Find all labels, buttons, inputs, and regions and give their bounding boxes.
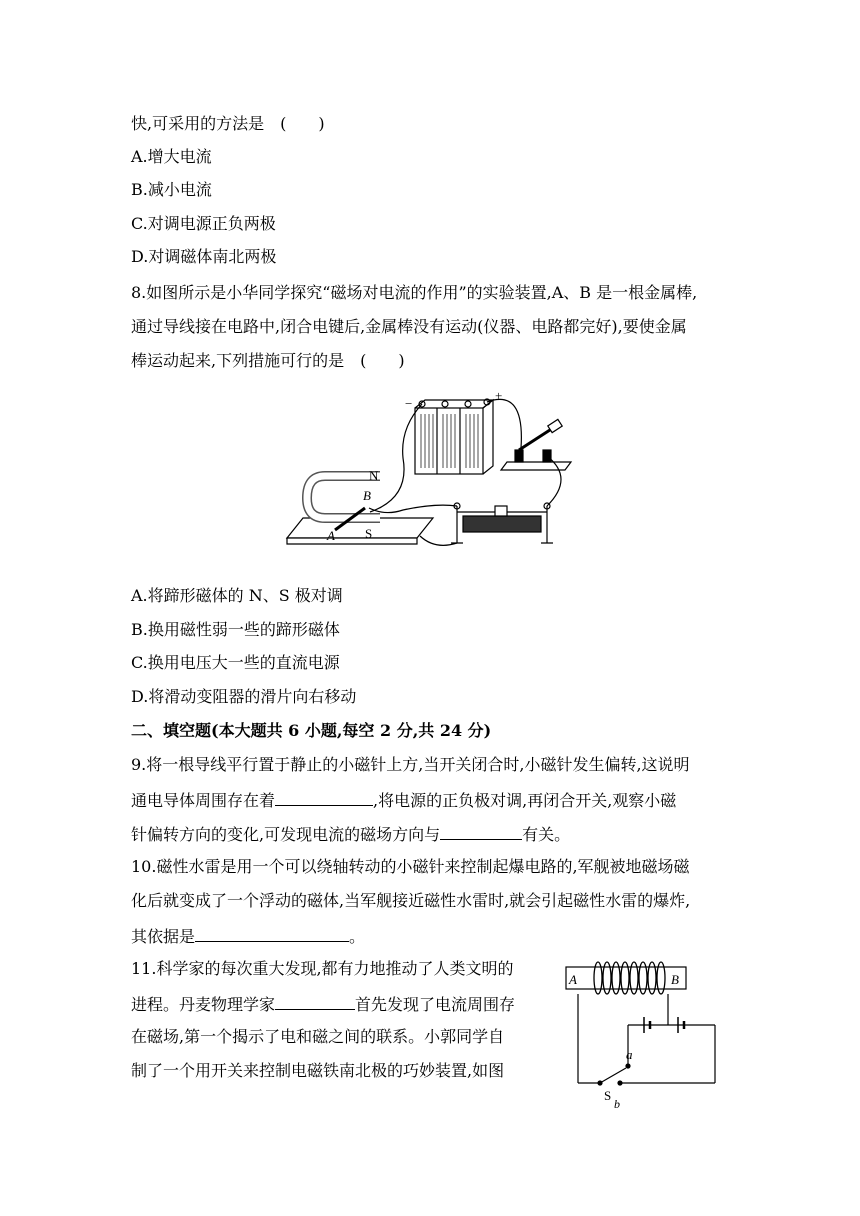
- switch-icon: [501, 419, 571, 470]
- q8-stem-line-2: 通过导线接在电路中,闭合电键后,金属棒没有运动(仪器、电路都完好),要使金属: [131, 317, 687, 336]
- q9-blank-2[interactable]: [440, 823, 522, 840]
- q11-line-2-text-a: 进程。丹麦物理学家: [131, 995, 276, 1014]
- q9-line-3-text-b: 有关。: [522, 825, 571, 844]
- battery-minus-label: −: [405, 396, 413, 411]
- q10-line-1: 10.磁性水雷是用一个可以绕轴转动的小磁针来控制起爆电路的,军舰被地磁场磁: [131, 857, 690, 876]
- section-heading: 二、填空题(本大题共 6 小题,每空 2 分,共 24 分): [131, 721, 492, 740]
- q10-line-2: 化后就变成了一个浮动的磁体,当军舰接近磁性水雷时,就会引起磁性水雷的爆炸,: [131, 891, 691, 910]
- rod-a-label: A: [327, 528, 335, 543]
- q7-option-a: A.增大电流: [131, 147, 212, 166]
- q7-option-c: C.对调电源正负两极: [131, 214, 276, 233]
- q7-continuation: 快,可采用的方法是 ( ): [131, 114, 325, 133]
- rod-b-label: B: [363, 488, 371, 503]
- q8-apparatus-figure: [285, 388, 585, 553]
- q9-line-1: 9.将一根导线平行置于静止的小磁针上方,当开关闭合时,小磁针发生偏转,这说明: [131, 755, 690, 774]
- q8-option-b: B.换用磁性弱一些的蹄形磁体: [131, 620, 340, 639]
- q10-line-3-text-a: 其依据是: [131, 927, 196, 946]
- q11-electromagnet-figure: [560, 955, 725, 1110]
- q8-option-a: A.将蹄形磁体的 N、S 极对调: [131, 586, 343, 605]
- q9-blank-1[interactable]: [275, 789, 373, 806]
- q8-option-c: C.换用电压大一些的直流电源: [131, 653, 340, 672]
- q10-blank[interactable]: [195, 925, 349, 942]
- q8-option-d: D.将滑动变阻器的滑片向右移动: [131, 687, 357, 706]
- horseshoe-magnet-icon: [287, 476, 433, 544]
- q11-line-2-text-b: 首先发现了电流周围存: [355, 995, 516, 1014]
- magnet-s-label: S: [365, 526, 373, 541]
- q9-line-2-text-b: ,将电源的正负极对调,再闭合开关,观察小磁: [373, 791, 677, 810]
- switch-symbol-icon: [578, 1064, 630, 1085]
- switch-a-label: a: [626, 1047, 633, 1062]
- q9-line-3-text-a: 针偏转方向的变化,可发现电流的磁场方向与: [131, 825, 441, 844]
- q10-line-3: [131, 925, 365, 947]
- q9-line-2: [131, 789, 676, 811]
- switch-s-label: S: [604, 1088, 612, 1103]
- switch-b-label: b: [614, 1097, 620, 1110]
- end-b-label: B: [671, 972, 679, 987]
- q10-line-3-text-b: 。: [349, 927, 366, 946]
- q9-line-2-text-a: 通电导体周围存在着: [131, 791, 276, 810]
- q11-line-3: 在磁场,第一个揭示了电和磁之间的联系。小郭同学自: [131, 1027, 505, 1046]
- q11-line-4: 制了一个用开关来控制电磁铁南北极的巧妙装置,如图: [131, 1061, 505, 1080]
- battery-plus-label: +: [495, 388, 503, 403]
- rheostat-icon: [451, 503, 553, 543]
- q8-stem-line-1: 8.如图所示是小华同学探究“磁场对电流的作用”的实验装置,A、B 是一根金属棒,: [131, 283, 698, 302]
- q11-line-1: 11.科学家的每次重大发现,都有力地推动了人类文明的: [131, 959, 514, 978]
- battery-icon: [415, 399, 493, 474]
- end-a-label: A: [569, 972, 577, 987]
- q8-stem-line-3: 棒运动起来,下列措施可行的是 ( ): [131, 351, 405, 370]
- q11-blank[interactable]: [275, 993, 355, 1010]
- q7-option-b: B.减小电流: [131, 180, 212, 199]
- q7-option-d: D.对调磁体南北两极: [131, 247, 277, 266]
- q9-line-3: [131, 823, 570, 845]
- magnet-n-label: N: [369, 468, 379, 483]
- q11-line-2: [131, 993, 515, 1015]
